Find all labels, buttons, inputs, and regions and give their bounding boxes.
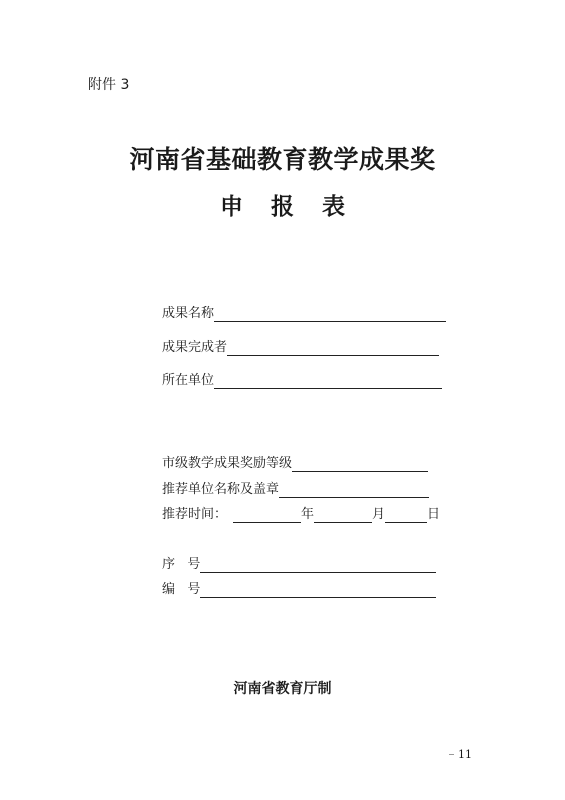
year-blank[interactable] bbox=[233, 506, 301, 523]
field-achievement-authors bbox=[162, 336, 439, 356]
field-code-number bbox=[162, 578, 436, 598]
achievement-authors-label: 成果完成者 bbox=[162, 340, 228, 355]
field-affiliation bbox=[162, 369, 442, 389]
affiliation-label: 所在单位 bbox=[162, 373, 215, 388]
document-title: 河南省基础教育教学成果奖 bbox=[129, 145, 436, 174]
year-label: 年 bbox=[301, 507, 315, 522]
month-label: 月 bbox=[372, 507, 386, 522]
page-number: 11 bbox=[458, 748, 472, 761]
recommending-unit-line[interactable] bbox=[279, 481, 429, 498]
month-blank[interactable] bbox=[314, 506, 372, 523]
achievement-name-label: 成果名称 bbox=[162, 306, 215, 321]
field-recommend-time bbox=[162, 503, 440, 523]
field-city-award-level bbox=[162, 452, 428, 472]
achievement-authors-line[interactable] bbox=[227, 339, 439, 356]
day-blank[interactable] bbox=[385, 506, 427, 523]
document-subtitle: 申 报 表 bbox=[219, 193, 355, 220]
attachment-label: 附件 3 bbox=[88, 77, 130, 93]
field-serial-number bbox=[162, 553, 436, 573]
day-label: 日 bbox=[427, 507, 441, 522]
achievement-name-line[interactable] bbox=[214, 305, 446, 322]
field-recommending-unit bbox=[162, 478, 429, 498]
city-award-level-label: 市级教学成果奖励等级 bbox=[162, 456, 293, 471]
page-number-dash bbox=[449, 754, 454, 755]
serial-number-line[interactable] bbox=[200, 556, 436, 573]
recommending-unit-label: 推荐单位名称及盖章 bbox=[162, 482, 280, 497]
affiliation-line[interactable] bbox=[214, 372, 442, 389]
code-number-label: 编 号 bbox=[162, 582, 201, 597]
field-achievement-name bbox=[162, 302, 446, 322]
city-award-level-line[interactable] bbox=[292, 455, 428, 472]
recommend-time-label: 推荐时间： bbox=[162, 507, 228, 522]
code-number-line[interactable] bbox=[200, 581, 436, 598]
issuer-label: 河南省教育厅制 bbox=[233, 681, 332, 697]
serial-number-label: 序 号 bbox=[162, 557, 201, 572]
